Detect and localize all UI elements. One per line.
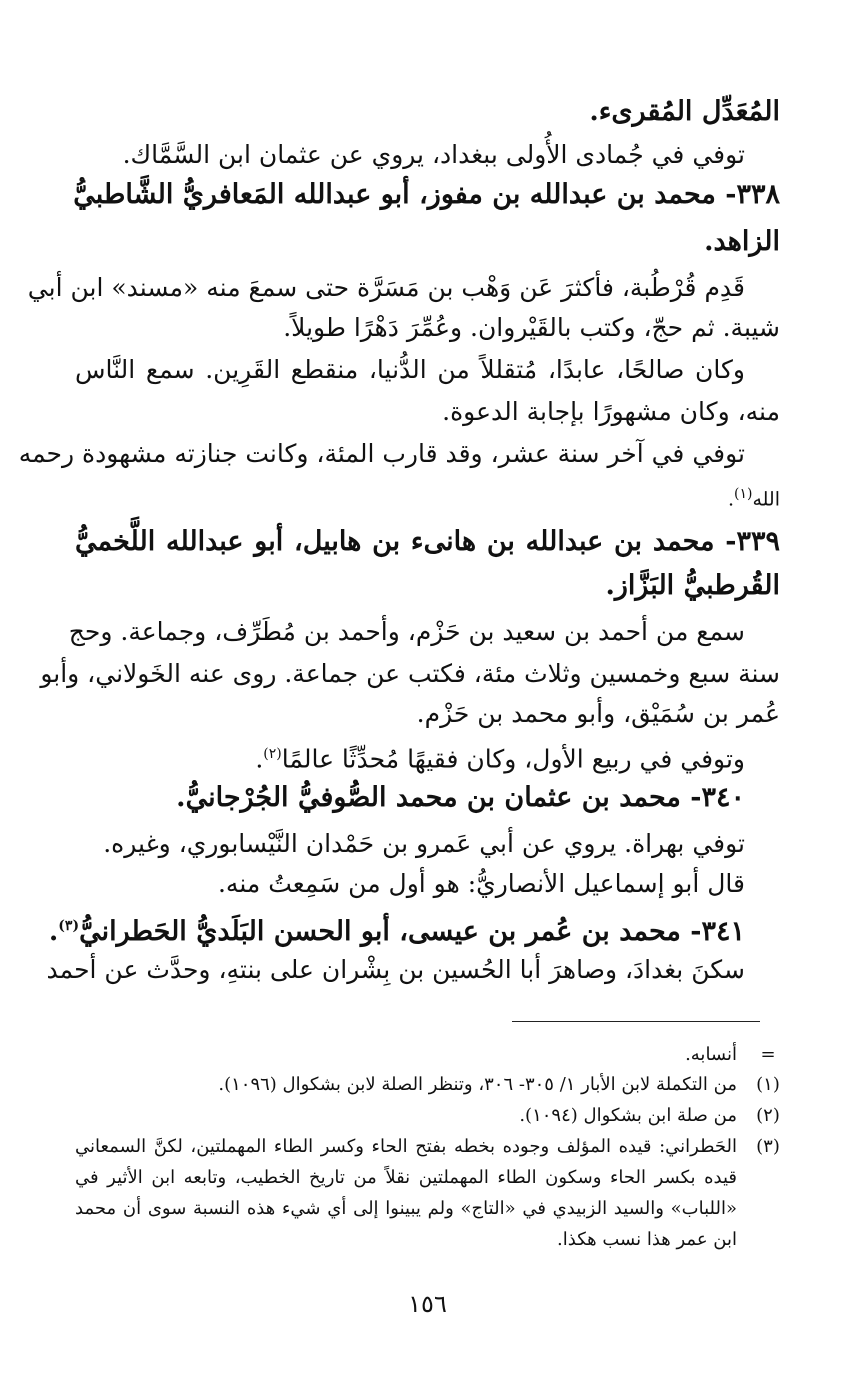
entry-340-heading: ٣٤٠- محمد بن عثمان بن محمد الصُّوفيُّ الجُرْجانيُّ. <box>176 782 745 813</box>
entry-338-heading-cont: الزاهد. <box>704 226 780 257</box>
text-line: توفي في آخر سنة عشر، وقد قارب المئة، وكانت جنازته مشهودة رحمه <box>18 439 745 468</box>
footnote-ref-3: (٣) <box>58 918 80 934</box>
text-line: توفي بهراة. يروي عن أبي عَمرو بن حَمْدان النَّيْسابوري، وغيره. <box>103 829 745 858</box>
text-line: سكنَ بغدادَ، وصاهرَ أبا الحُسين بن بِشْران على بنتهِ، وحدَّث عن أحمد <box>46 955 745 984</box>
footnote-1 <box>75 1072 785 1098</box>
footnote-separator <box>512 1021 760 1022</box>
entry-338-heading: ٣٣٨- محمد بن عبدالله بن مفوز، أبو عبدالله المَعافريُّ الشَّاطبيُّ <box>73 179 780 210</box>
footnote-number: (٢) <box>756 1105 780 1126</box>
footnote-3-line <box>75 1196 785 1222</box>
entry-339-heading: ٣٣٩- محمد بن عبدالله بن هانىء بن هابيل، أبو عبدالله اللَّخميُّ <box>75 526 780 557</box>
text-line: قال أبو إسماعيل الأنصاريُّ: هو أول من سَمِعتُ منه. <box>217 869 745 898</box>
entry-337-ending: المُعَدِّل المُقرىء. <box>589 96 780 127</box>
text-line: شيبة. ثم حجّ، وكتب بالقَيْروان. وعُمِّرَ دَهْرًا طويلاً. <box>283 313 780 342</box>
footnote-number: (١) <box>756 1074 780 1095</box>
continuation-mark: = <box>760 1044 776 1065</box>
footnote-text: أنسابه. <box>685 1044 737 1065</box>
footnote-ref-2: (٢) <box>263 746 282 762</box>
footnote-text: قيده بكسر الحاء وسكون الطاء المهملتين نقلاً من تاريخ الخطيب، وتابعه ابن الأثير في <box>75 1167 737 1188</box>
text-line: وكان صالحًا، عابدًا، مُتقللاً من الدُّنيا، منقطع القَرِين. سمع النَّاس <box>75 355 745 384</box>
footnote-continuation <box>75 1042 785 1068</box>
footnote-2 <box>75 1103 785 1129</box>
text-line: الله$^{(١)}$. <box>727 486 780 511</box>
footnote-ref-1: (١) <box>733 486 753 502</box>
text-line: سمع من أحمد بن سعيد بن حَزْم، وأحمد بن مُطَرِّف، وجماعة. وحج <box>68 617 745 646</box>
footnote-3 <box>75 1134 785 1160</box>
entry-341-heading: ٣٤١- محمد بن عُمر بن عيسى، أبو الحسن البَلَديُّ الحَطرانيُّ$^{(٣)}$. <box>48 916 745 947</box>
text-line: منه، وكان مشهورًا بإجابة الدعوة. <box>442 397 780 426</box>
text-line: سنة سبع وخمسين وثلاث مئة، فكتب عن جماعة. روى عنه الخَولاني، وأبو <box>40 659 780 688</box>
text-line: عُمر بن سُمَيْق، وأبو محمد بن حَزْم. <box>416 699 780 728</box>
text-line: قَدِم قُرْطُبة، فأكثرَ عَن وَهْب بن مَسَرَّة حتى سمعَ منه «مسند» ابن أبي <box>27 273 745 302</box>
footnote-number: (٣) <box>756 1136 780 1157</box>
footnote-3-line <box>75 1165 785 1191</box>
footnote-text: ابن عمر هذا نسب هكذا. <box>557 1229 737 1250</box>
footnote-text: من صلة ابن بشكوال (١٠٩٤). <box>519 1105 737 1126</box>
footnote-3-line <box>75 1227 785 1253</box>
footnote-text: من التكملة لابن الأبار ١/ ٣٠٥- ٣٠٦، وتنظر الصلة لابن بشكوال (١٠٩٦). <box>218 1074 737 1095</box>
footnote-text: الحَطراني: قيده المؤلف وجوده بخطه بفتح الحاء وكسر الطاء المهملتين، لكنَّ السمعاني <box>75 1136 737 1157</box>
page-number: ١٥٦ <box>408 1290 447 1318</box>
text-line: توفي في جُمادى الأُولى ببغداد، يروي عن عثمان ابن السَّمَّاك. <box>122 140 745 169</box>
text-line: وتوفي في ربيع الأول، وكان فقيهًا مُحدِّثًا عالمًا$^{(٢)}$. <box>255 744 745 774</box>
entry-339-heading-cont: القُرطبيُّ البَزَّاز. <box>605 570 780 601</box>
footnote-text: «اللباب» والسيد الزبيدي في «التاج» ولم يبينوا إلى أي شيء هذه النسبة سوى أن محمد <box>75 1198 737 1219</box>
